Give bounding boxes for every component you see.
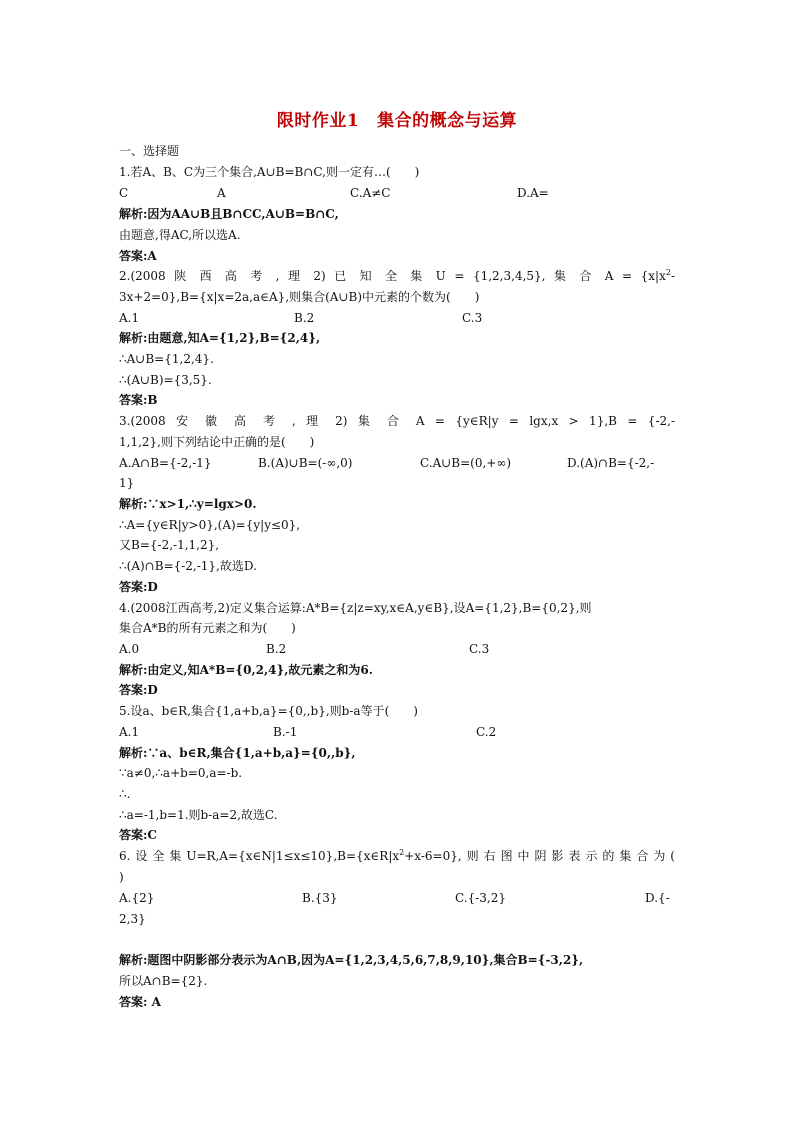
q4-stem-2: 集合A*B的所有元素之和为( ) bbox=[119, 621, 296, 635]
q6-option-b: B.{3} bbox=[302, 891, 338, 905]
q1-option-c: C.A≠C bbox=[350, 186, 391, 200]
q2-answer: 答案:B bbox=[119, 393, 158, 407]
q2-superscript: 2 bbox=[665, 268, 671, 277]
q3-option-a: A.A∩B={-2,-1} bbox=[119, 456, 212, 470]
q6-analysis-1: 解析:题图中阴影部分表示为A∩B,因为A={1,2,3,4,5,6,7,8,9,10},集合B={-3,2}, bbox=[119, 953, 584, 967]
q4-stem-1: 4.(2008江西高考,2)定义集合运算:A*B={z|z=xy,x∈A,y∈B},设A={1,2},B={0,2},则 bbox=[119, 601, 592, 615]
q2-analysis-2: ∴A∪B={1,2,4}. bbox=[119, 352, 214, 366]
q6-analysis-2: 所以A∩B={2}. bbox=[119, 974, 208, 988]
q3-option-c: C.A∪B=(0,+∞) bbox=[420, 456, 512, 470]
q5-option-a: A.1 bbox=[119, 725, 140, 739]
q1-answer: 答案:A bbox=[119, 249, 157, 263]
q2-option-c: C.3 bbox=[462, 311, 483, 325]
q6-stem-2: ) bbox=[119, 870, 124, 884]
q3-stem-2: 1,1,2},则下列结论中正确的是( ) bbox=[119, 435, 315, 449]
q5-analysis-2: ∵a≠0,∴a+b=0,a=-b. bbox=[119, 766, 243, 780]
q2-option-b: B.2 bbox=[294, 311, 315, 325]
q4-analysis-1: 解析:由定义,知A*B={0,2,4},故元素之和为6. bbox=[119, 663, 373, 677]
q6-answer: 答案: A bbox=[119, 995, 161, 1009]
q3-option-b: B.(A)∪B=(-∞,0) bbox=[258, 456, 353, 470]
q1-stem: 1.若A、B、C为三个集合,A∪B=B∩C,则一定有…( ) bbox=[119, 165, 420, 179]
q6-option-c: C.{-3,2} bbox=[455, 891, 506, 905]
title-part2: 集合的概念与运算 bbox=[377, 111, 518, 131]
q4-option-a: A.0 bbox=[119, 642, 140, 656]
q4-option-b: B.2 bbox=[266, 642, 287, 656]
q1-analysis-2: 由题意,得AC,所以选A. bbox=[119, 228, 241, 242]
q5-answer: 答案:C bbox=[119, 828, 157, 842]
q3-option-d: D.(A)∩B={-2,- bbox=[567, 456, 655, 470]
q3-stem-1: 3.(2008 安 徽 高 考 , 理 2) 集 合 A = {y∈R|y = lgx,x > 1},B = {-2,- bbox=[119, 414, 675, 428]
q2-stem-1: 2.(2008 陕 西 高 考 , 理 2) 已 知 全 集 U = {1,2,3,4,5}, 集 合 $A = \{x|x^2-$ bbox=[119, 268, 675, 283]
q5-analysis-4: ∴a=-1,b=1.则b-a=2,故选C. bbox=[119, 808, 278, 822]
q1-option-b: A bbox=[217, 186, 226, 200]
q3-option-d-cont: 1} bbox=[119, 476, 135, 490]
q2-stem-2: 3x+2=0},B={x|x=2a,a∈A},则集合(A∪B)中元素的个数为( ) bbox=[119, 290, 480, 304]
section-heading: 一、选择题 bbox=[119, 144, 180, 158]
q6-stem-1: 6.设全集$U=R,A=\{x\in N|1\le x\le 10\},B=\{x\in R|x^2+x-6=0\}$,则右图中阴影表示的集合为( bbox=[119, 848, 675, 863]
q4-option-c: C.3 bbox=[469, 642, 490, 656]
q6-option-a: A.{2} bbox=[119, 891, 155, 905]
q5-analysis-1: 解析:∵a、b∈R,集合{1,a+b,a}={0,,b}, bbox=[119, 746, 356, 760]
q3-answer: 答案:D bbox=[119, 580, 158, 594]
q4-answer: 答案:D bbox=[119, 683, 158, 697]
q5-option-c: C.2 bbox=[476, 725, 497, 739]
page-title bbox=[0, 106, 794, 131]
q3-analysis-3: 又B={-2,-1,1,2}, bbox=[119, 538, 220, 552]
q2-analysis-3: ∴(A∪B)={3,5}. bbox=[119, 373, 212, 387]
q5-stem: 5.设a、b∈R,集合{1,a+b,a}={0,,b},则b-a等于( ) bbox=[119, 704, 418, 718]
title-part1: 限时作业1 bbox=[276, 111, 360, 131]
q6-superscript: 2 bbox=[399, 848, 405, 857]
q1-option-a: C bbox=[119, 186, 129, 200]
q1-option-d: D.A= bbox=[517, 186, 549, 200]
q5-option-b: B.-1 bbox=[273, 725, 298, 739]
q3-analysis-2: ∴A={y∈R|y>0},(A)={y|y≤0}, bbox=[119, 518, 301, 532]
q2-analysis-1: 解析:由题意,知A={1,2},B={2,4}, bbox=[119, 331, 321, 345]
q6-option-d-cont: 2,3} bbox=[119, 912, 146, 926]
q2-option-a: A.1 bbox=[119, 311, 140, 325]
q6-option-d: D.{- bbox=[645, 891, 670, 905]
q5-analysis-3: ∴. bbox=[119, 787, 131, 801]
q3-analysis-4: ∴(A)∩B={-2,-1},故选D. bbox=[119, 559, 257, 573]
q3-analysis-1: 解析:∵x>1,∴y=lgx>0. bbox=[119, 497, 257, 511]
q1-analysis-1: 解析:因为AA∪B且B∩CC,A∪B=B∩C, bbox=[119, 207, 339, 221]
